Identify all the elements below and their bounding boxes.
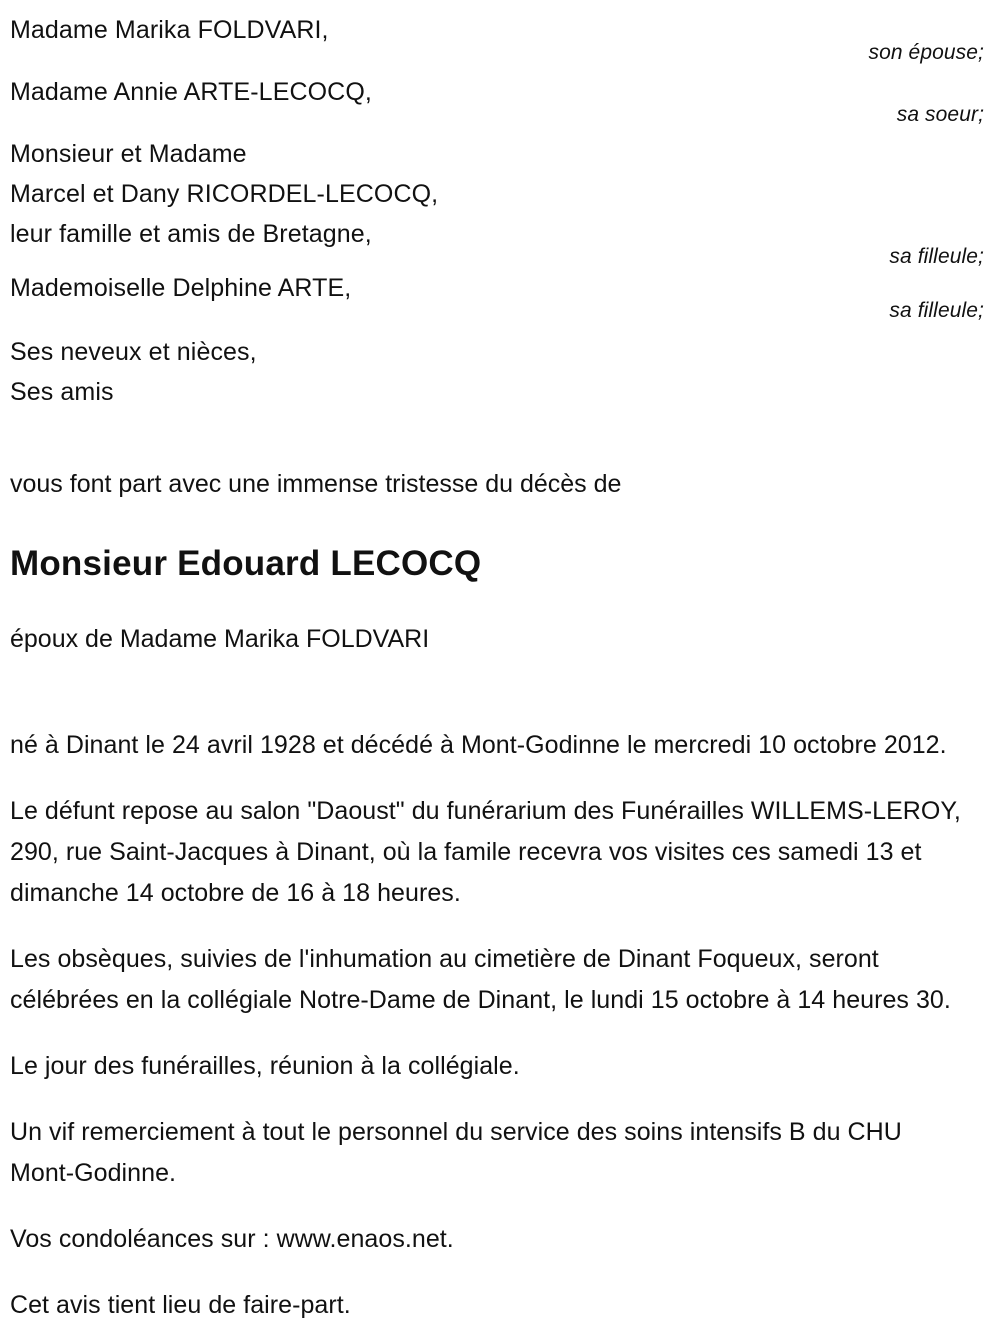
deceased-name-heading: Monsieur Edouard LECOCQ (10, 544, 482, 583)
paragraph-thanks: Un vif remerciement à tout le personnel du service des soins intensifs B du CHU Mont-Godinne. (10, 1118, 902, 1187)
spacer (10, 412, 992, 464)
survivor-group (10, 134, 992, 268)
survivor-name-line: Madame Annie ARTE-LECOCQ, (10, 78, 372, 106)
survivor-names (10, 10, 630, 50)
relation-label: sa soeur; (896, 103, 984, 126)
survivor-name-line: Monsieur et Madame (10, 140, 247, 168)
survivor-group (10, 268, 992, 322)
paragraph-funeral-home: Le défunt repose au salon "Daoust" du funérarium des Funérailles WILLEMS-LEROY, 290, rue Saint-Jacques à Dinant, où la famile recevra vos visites ces samedi 13 et dimanche 14 octobre de 16 à 18 heures. (10, 797, 961, 907)
paragraph-birth-death: né à Dinant le 24 avril 1928 et décédé à Mont-Godinne le mercredi 10 octobre 2012. (10, 731, 947, 759)
relation-label: sa filleule; (889, 299, 984, 322)
survivor-names (10, 332, 630, 412)
body-text-section (10, 725, 992, 1326)
paragraph-ceremony: Les obsèques, suivies de l'inhumation au cimetière de Dinant Foqueux, seront célébrées en la collégiale Notre-Dame de Dinant, le lundi 15 octobre à 14 heures 30. (10, 945, 951, 1014)
paragraph-notice-disclaimer: Cet avis tient lieu de faire-part. (10, 1291, 351, 1319)
spacer (10, 658, 992, 700)
survivor-names (10, 134, 630, 254)
survivor-name-line: Ses amis (10, 378, 114, 406)
survivor-name-line: Ses neveux et nièces, (10, 338, 257, 366)
survivor-name-line: Marcel et Dany RICORDEL-LECOCQ, (10, 180, 439, 208)
survivor-names (10, 72, 630, 112)
survivor-names (10, 268, 630, 308)
paragraph-gathering: Le jour des funérailles, réunion à la collégiale. (10, 1052, 520, 1080)
announcement-line: vous font part avec une immense tristesse du décès de (10, 470, 622, 498)
deceased-spouse-line: époux de Madame Marika FOLDVARI (10, 625, 430, 653)
spacer (10, 586, 992, 620)
spacer (10, 504, 992, 542)
paragraph-condolences: Vos condoléances sur : www.enaos.net. (10, 1225, 454, 1253)
relation-label: sa filleule; (889, 245, 984, 268)
survivor-group (10, 10, 992, 64)
survivor-name-line: Madame Marika FOLDVARI, (10, 16, 329, 44)
survivor-name-line: Mademoiselle Delphine ARTE, (10, 274, 352, 302)
survivor-group (10, 332, 992, 412)
survivors-section (10, 10, 992, 412)
survivor-name-line: leur famille et amis de Bretagne, (10, 220, 372, 248)
survivor-group (10, 72, 992, 126)
relation-label: son épouse; (868, 41, 984, 64)
